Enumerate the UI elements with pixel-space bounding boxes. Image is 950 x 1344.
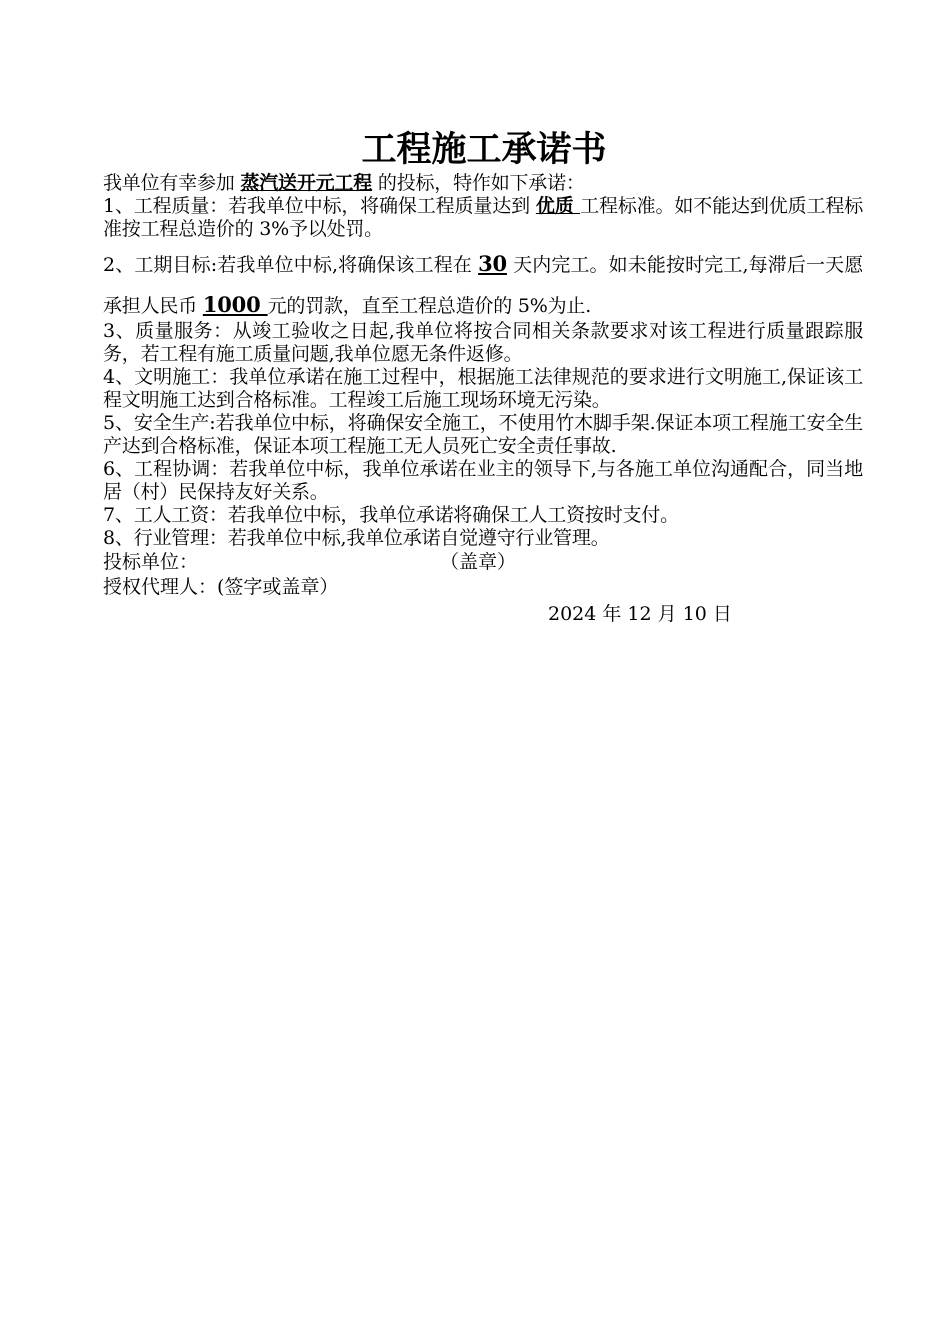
document-date: 2024 年 12 月 10 日 <box>548 603 732 625</box>
item-wages: 7、工人工资：若我单位中标，我单位承诺将确保工人工资按时支付。 <box>103 504 679 526</box>
document-body <box>103 128 863 628</box>
bidder-row <box>103 550 863 575</box>
agent-label: 授权代理人：(签字或盖章） <box>103 576 339 598</box>
project-name: 蒸汽送开元工程 <box>240 172 373 194</box>
intro-suffix: 的投标，特作如下承诺： <box>372 172 585 194</box>
bidder-label: 投标单位： <box>103 551 199 573</box>
intro-line <box>103 172 863 195</box>
item-quality-rest: 工程标准。如不能达到优质工程标准按工程总造价的 3%予以处罚。 <box>103 195 863 240</box>
item-quality-lead: 1、工程质量：若我单位中标，将确保工程质量达到 <box>103 195 536 217</box>
document-title: 工程施工承诺书 <box>361 129 607 170</box>
days-fill: 30 <box>478 251 507 276</box>
item-safety: 5、安全生产:若我单位中标，将确保安全施工，不使用竹木脚手架.保证本项工程施工安全生产达到合格标准，保证本项工程施工无人员死亡安全责任事故. <box>103 412 863 457</box>
item-coordination: 6、工程协调：若我单位中标，我单位承诺在业主的领导下,与各施工单位沟通配合，同当地居（村）民保持友好关系。 <box>103 458 863 503</box>
item-quality <box>103 195 863 241</box>
item-schedule-mid: 天内完工。如未能按时完工,每滞后一天愿承担人民币 <box>103 254 863 317</box>
seal-label: （盖章） <box>440 551 517 573</box>
item-schedule-rest: 元的罚款，直至工程总造价的 5%为止. <box>267 295 592 317</box>
intro-prefix: 我单位有幸参加 <box>103 172 241 194</box>
item-civilized: 4、文明施工：我单位承诺在施工过程中，根据施工法律规范的要求进行文明施工,保证该工程文明施工达到合格标准。工程竣工后施工现场环境无污染。 <box>103 366 863 411</box>
item-management: 8、行业管理：若我单位中标,我单位承诺自觉遵守行业管理。 <box>103 527 610 549</box>
item-schedule-lead: 2、工期目标:若我单位中标,将确保该工程在 <box>103 254 479 276</box>
item-schedule <box>103 244 863 326</box>
penalty-amount-fill: 1000 <box>202 292 268 317</box>
item-service: 3、质量服务：从竣工验收之日起,我单位将按合同相关条款要求对该工程进行质量跟踪服务，若工程有施工质量问题,我单位愿无条件返修。 <box>103 320 863 365</box>
quality-level-fill: 优质 <box>535 195 581 217</box>
